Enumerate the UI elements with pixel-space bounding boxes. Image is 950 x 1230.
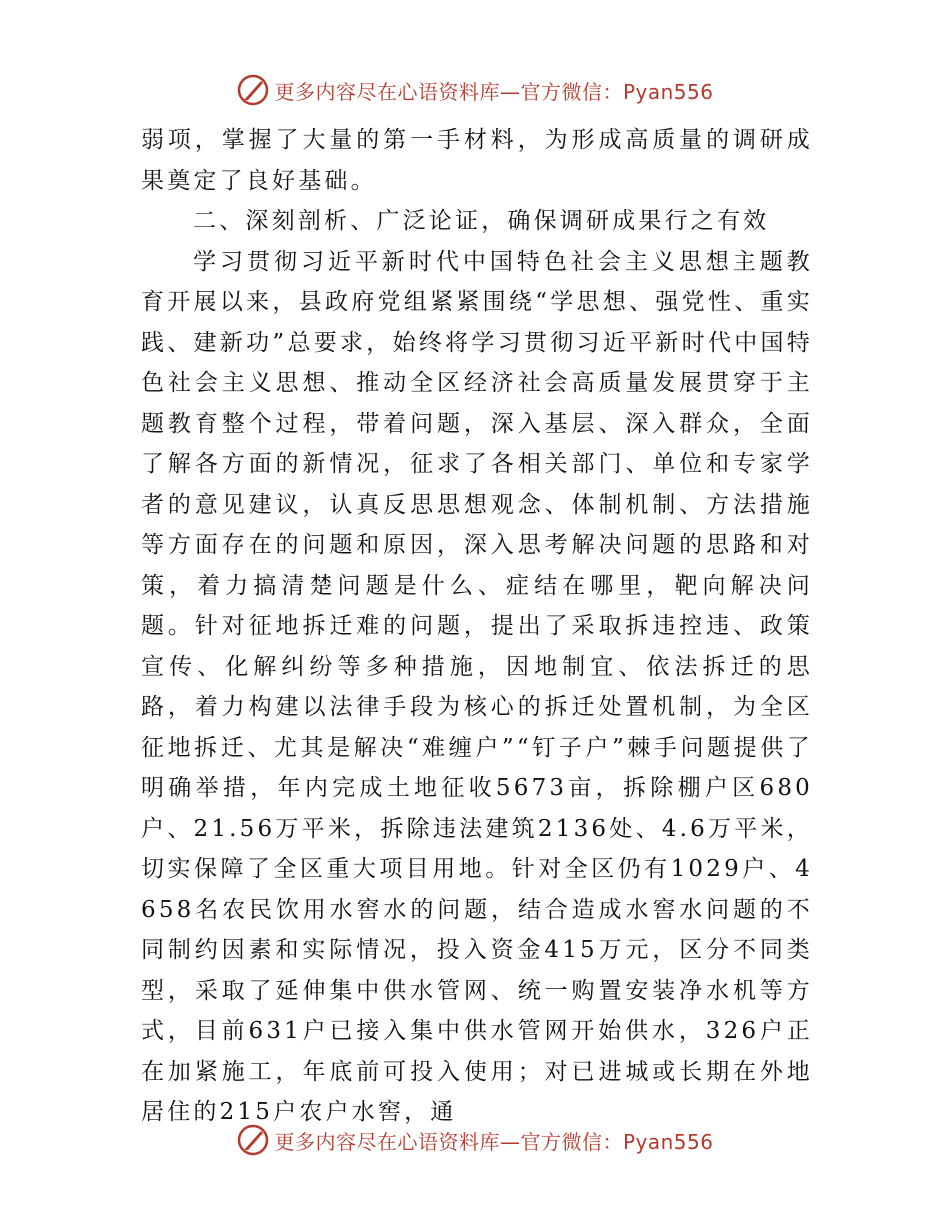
footer-watermark-banner <box>0 1120 950 1160</box>
quill-logo-icon <box>236 1123 270 1157</box>
section-heading: 二、深刻剖析、广泛论证，确保调研成果行之有效 <box>193 208 770 234</box>
watermark-text: 更多内容尽在心语资料库—官方微信：Pyan556 <box>274 79 714 104</box>
quill-logo-icon <box>236 73 270 107</box>
paragraph-continuation: 弱项，掌握了大量的第一手材料，为形成高质量的调研成果奠定了良好基础。 <box>141 127 813 194</box>
document-body <box>141 120 813 1133</box>
header-watermark-banner <box>0 70 950 110</box>
watermark-text: 更多内容尽在心语资料库—官方微信：Pyan556 <box>274 1129 714 1154</box>
paragraph-main: 学习贯彻习近平新时代中国特色社会主义思想主题教育开展以来，县政府党组紧紧围绕“学思想、强党性、重实践、建新功”总要求，始终将学习贯彻习近平新时代中国特色社会主义思想、推动全区经济社会高质量发展贯穿于主题教育整个过程，带着问题，深入基层、深入群众，全面了解各方面的新情况，征求了各相关部门、单位和专家学者的意见建议，认真反思思想观念、体制机制、方法措施等方面存在的问题和原因，深入思考解决问题的思路和对策，着力搞清楚问题是什么、症结在哪里，靶向解决问题。针对征地拆迁难的问题，提出了采取拆违控违、政策宣传、化解纠纷等多种措施，因地制宜、依法拆迁的思路，着力构建以法律手段为核心的拆迁处置机制，为全区征地拆迁、尤其是解决“难缠户”“钉子户”棘手问题提供了明确举措，年内完成土地征收5673亩，拆除棚户区680户、21.56万平米，拆除违法建筑2136处、4.6万平米，切实保障了全区重大项目用地。针对全区仍有1029户、4658名农民饮用水窖水的问题，结合造成水窖水问题的不同制约因素和实际情况，投入资金415万元，区分不同类型，采取了延伸集中供水管网、统一购置安装净水机等方式，目前631户已接入集中供水管网开始供水，326户正在加紧施工，年底前可投入使用；对已进城或长期在外地居住的215户农户水窖，通 <box>141 248 813 1125</box>
